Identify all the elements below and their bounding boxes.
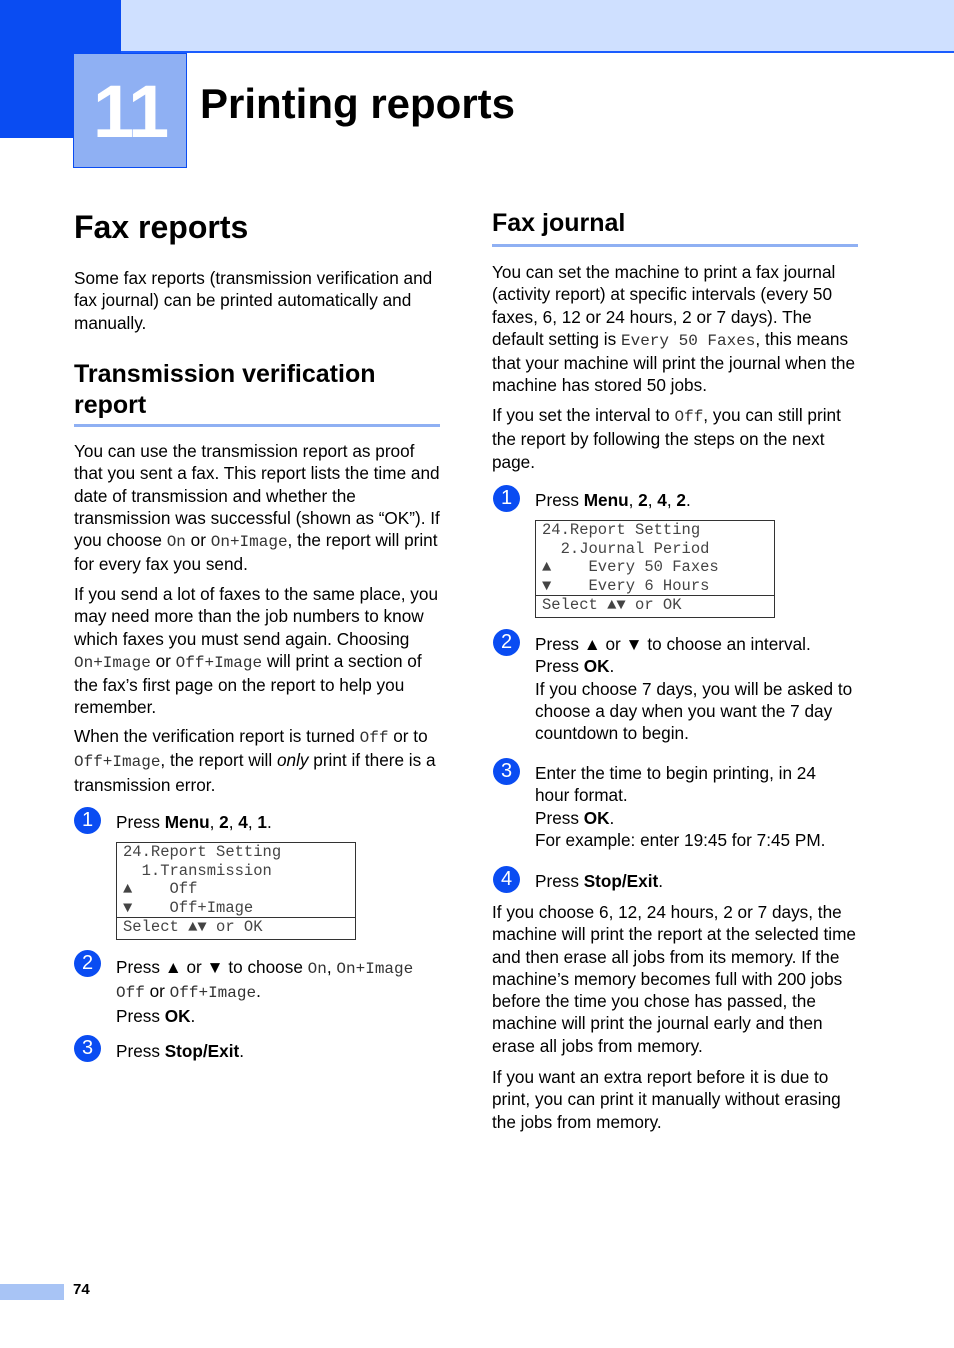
step-1-text: Press Menu, 2, 4, 1. [116,812,272,832]
lcd-line: 1.Transmission [123,861,272,880]
journal-step-4-text: Press Stop/Exit. [535,871,663,891]
lcd-line: 2.Journal Period [542,539,710,558]
transmission-paragraph-1: You can use the transmission report as proof that you sent a fax. This report lists the time and date of transmission and whether the transmission was successful (shown as “OK”). If you choose On or On+Image, the report will print for every fax you send. [74,441,440,575]
header-band [0,0,954,53]
footer-bar [0,1284,64,1300]
transmission-paragraph-3: When the verification report is turned Off or to Off+Image, the report will only print if there is a transmission error. [74,726,436,795]
journal-paragraph-1: You can set the machine to print a fax journal (activity report) at specific intervals (every 50 faxes, 6, 12 or 24 hours, 2 or 7 days). The default setting is Every 50 Faxes, this means that your machine will print the journal when the machine has stored 50 jobs. [492,262,856,396]
step-number-3: 3 [493,758,520,785]
step-2-text: Press ▲ or ▼ to choose On, On+Image Off or Off+Image. Press OK. [116,957,414,1026]
subsection-title-transmission: Transmission verification report [74,360,376,419]
header-rule [121,51,954,53]
lcd-line: ▲ Off [123,880,198,898]
journal-paragraph-3: If you choose 6, 12, 24 hours, 2 or 7 days, the machine will print the report at the selected time and then erase all jobs from its memory. If the machine’s memory becomes full with 200 jobs before the time you chose has passed, the machine will print the journal early and then erase all jobs from memory. [492,902,856,1056]
lcd-line: 24.Report Setting [123,843,282,861]
journal-step-2-text: Press ▲ or ▼ to choose an interval. Press OK. If you choose 7 days, you will be asked to choose a day when you want the 7 day countdown to begin. [535,634,853,744]
section-title-fax-reports: Fax reports [74,209,249,245]
transmission-paragraph-2: If you send a lot of faxes to the same place, you may need more than the job numbers to know which faxes you must send again. Choosing On+Image or Off+Image will print a section of the fax’s first page on the report to help you remember. [74,584,439,718]
lcd-display-transmission [116,842,356,940]
journal-step-3-text: Enter the time to begin printing, in 24 hour format. Press OK. For example: enter 19:45 for 7:45 PM. [535,763,826,850]
step-number-1: 1 [493,485,520,512]
step-number-1: 1 [74,807,101,834]
journal-paragraph-2: If you set the interval to Off, you can still print the report by following the steps on the next page. [492,405,841,472]
lcd-select-line: Select ▲▼ or OK [117,917,355,937]
step-number-2: 2 [493,629,520,656]
step-number-2: 2 [74,950,101,977]
lcd-line: ▼ Every 6 Hours [542,576,710,595]
lcd-line: ▼ Off+Image [123,898,254,917]
journal-step-1-text: Press Menu, 2, 4, 2. [535,490,691,510]
lcd-display-journal [535,520,775,618]
subsection-rule [74,424,440,427]
step-3-text: Press Stop/Exit. [116,1041,244,1061]
lcd-line: 24.Report Setting [542,521,701,539]
step-number-4: 4 [493,866,520,893]
subsection-rule [492,244,858,247]
journal-paragraph-4: If you want an extra report before it is due to print, you can print it manually without erasing the jobs from memory. [492,1067,841,1132]
lcd-line: ▲ Every 50 Faxes [542,558,719,576]
lcd-select-line: Select ▲▼ or OK [536,595,774,615]
step-number-3: 3 [74,1035,101,1062]
subsection-title-fax-journal: Fax journal [492,209,626,237]
page-number: 74 [73,1281,90,1298]
chapter-title: Printing reports [200,80,516,127]
intro-paragraph: Some fax reports (transmission verification and fax journal) can be printed automatically and manually. [74,268,433,333]
chapter-number: 11 [73,53,187,168]
